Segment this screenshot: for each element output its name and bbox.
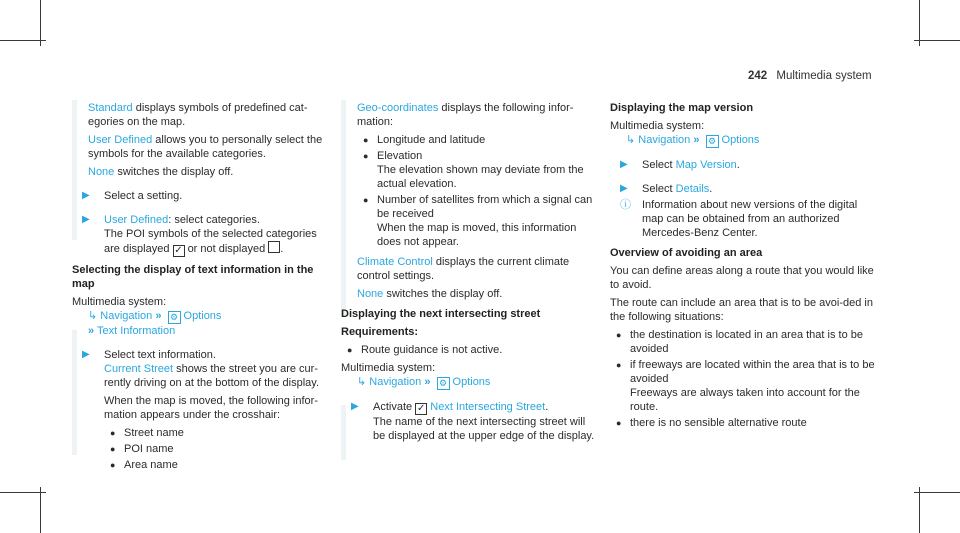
nav-path: ↳ Navigation » ⚙ Options xyxy=(88,310,222,322)
section-heading: Displaying the map version xyxy=(610,102,754,114)
system-label: Multimedia system: xyxy=(610,120,705,132)
option-none: None switches the display off. xyxy=(357,288,503,300)
term-none[interactable]: None xyxy=(88,166,115,178)
gear-icon: ⚙ xyxy=(168,311,181,324)
system-label: Multimedia system: xyxy=(341,362,436,374)
crop-mark xyxy=(40,487,41,533)
crop-mark xyxy=(0,40,46,41)
list-item: ● the destination is located in an area that is to be avoided xyxy=(616,329,863,355)
bullet-icon: ● xyxy=(363,195,369,205)
list-item: ● POI name xyxy=(110,443,174,455)
step-arrow-icon: ▶ xyxy=(82,349,90,360)
chevron-icon: » xyxy=(88,325,95,337)
crop-mark xyxy=(914,492,960,493)
bullet-icon: ● xyxy=(110,428,116,438)
nav-path: ↳ Navigation » ⚙ Options xyxy=(357,376,491,388)
bullet-icon: ● xyxy=(110,460,116,470)
chevron-icon: » xyxy=(155,310,162,322)
enter-arrow-icon: ↳ xyxy=(357,376,367,388)
bullet-icon: ● xyxy=(616,418,622,428)
option-none: None switches the display off. xyxy=(88,166,234,178)
list-item: ● Elevation The elevation shown may deviate from the actual elevation. xyxy=(363,150,584,190)
right-column: Displaying the map version Multimedia system: ↳ Navigation » ⚙ Options ▶ Select Map Version. ▶ Select Details. ⓘ Information about new versions of the digital map can be obtained from an authorized Mercedes-Benz Center. Overview of avoiding an area You can define areas along a route that you would like to avoid. The route can include an area that is to be avoi-ded in the following situations: ● the destination is located in an area that is to be avoided ● if freeways are located within the area that is to be avoided Freeways are always taken into account for the route. ● there is no sensible alternative route xyxy=(610,102,875,429)
list-item: ● Route guidance is not active. xyxy=(347,344,503,356)
bullet-icon: ● xyxy=(363,151,369,161)
option-user-defined: User Defined allows you to personally select the symbols for the available categories. xyxy=(88,134,323,160)
requirements-label: Requirements: xyxy=(341,326,419,338)
option-climate: Climate Control displays the current climate control settings. xyxy=(357,256,570,282)
bullet-icon: ● xyxy=(110,444,116,454)
info-note: ⓘ Information about new versions of the digital map can be obtained from an authorized Mercedes-Benz Center. xyxy=(620,199,858,239)
left-column xyxy=(72,101,327,474)
info-icon: ⓘ xyxy=(620,199,631,211)
gear-icon: ⚙ xyxy=(706,135,719,148)
step-arrow-icon: ▶ xyxy=(620,183,628,194)
option-standard: Standard displays symbols of predefined cat-egories on the map. xyxy=(88,102,308,128)
list-item: ● Street name xyxy=(110,427,184,439)
step-arrow-icon: ▶ xyxy=(82,190,90,201)
step-select-text: ▶ Select text information. Current Street shows the street you are cur-rently driving on at the bottom of the display. When the map is moved, the following infor-mation appears under the crosshair: ● Street name ● POI name ● Area name xyxy=(72,348,327,472)
nav-path: ↳ Navigation » ⚙ Options xyxy=(626,134,760,146)
step-arrow-icon: ▶ xyxy=(620,159,628,170)
section-heading: Displaying the next intersecting street xyxy=(341,308,541,320)
step-select-details: ▶ Select Details. xyxy=(620,183,713,195)
bullet-icon: ● xyxy=(347,345,353,355)
section-heading: Selecting the display of text information in the map xyxy=(72,264,314,290)
term-standard[interactable]: Standard xyxy=(88,102,133,114)
system-label: Multimedia system: xyxy=(72,296,167,308)
chevron-icon: » xyxy=(693,134,700,146)
enter-arrow-icon: ↳ xyxy=(626,134,636,146)
section-heading: Overview of avoiding an area xyxy=(610,247,763,259)
bullet-icon: ● xyxy=(616,330,622,340)
list-item: ● if freeways are located within the area that is to be avoided Freeways are always taken into account for the route. xyxy=(616,359,875,413)
page-number: 242 xyxy=(748,70,768,82)
crop-mark xyxy=(914,40,960,41)
middle-column xyxy=(341,101,596,443)
step-activate: ▶ Activate ✓ Next Intersecting Street. The name of the next intersecting street will be displayed at the upper edge of the display. xyxy=(351,401,595,442)
step-user-defined: ▶ User Defined: select categories. The POI symbols of the selected categories are displayed ✓ or not displayed . xyxy=(82,214,317,256)
list-item: ● Number of satellites from which a signal can be received When the map is moved, this information does not appear. xyxy=(363,194,593,248)
list-item: ● Longitude and latitude xyxy=(363,134,486,146)
list-item: ● Area name xyxy=(110,459,178,471)
chevron-icon: » xyxy=(424,376,431,388)
step-select-map-version: ▶ Select Map Version. xyxy=(620,159,740,171)
bullet-icon: ● xyxy=(616,360,622,370)
step-arrow-icon: ▶ xyxy=(82,214,90,225)
crop-mark xyxy=(919,487,920,533)
enter-arrow-icon: ↳ xyxy=(88,310,98,322)
checkbox-checked-icon: ✓ xyxy=(417,403,426,414)
checkbox-checked-icon: ✓ xyxy=(174,245,183,256)
section-title: Multimedia system xyxy=(776,70,872,82)
list-item: ● there is no sensible alternative route xyxy=(616,417,807,429)
checkbox-empty-icon xyxy=(268,241,280,253)
gear-icon: ⚙ xyxy=(437,377,450,390)
page-header xyxy=(748,70,872,82)
step-select-setting: ▶ Select a setting. xyxy=(82,190,183,202)
crop-mark xyxy=(0,492,46,493)
bullet-icon: ● xyxy=(363,135,369,145)
option-geo: Geo-coordinates displays the following infor-mation: xyxy=(357,102,574,128)
nav-path-2: » Text Information xyxy=(88,325,176,337)
term-user-defined[interactable]: User Defined xyxy=(88,134,153,146)
step-arrow-icon: ▶ xyxy=(351,401,359,412)
